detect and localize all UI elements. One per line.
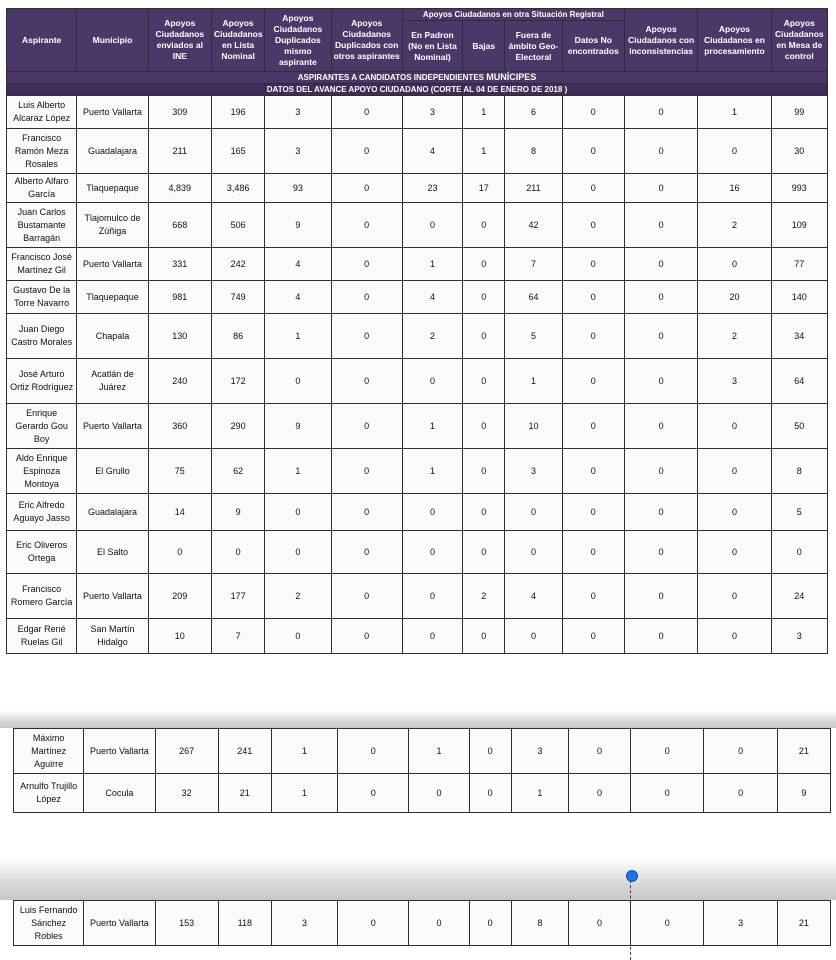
value-cell: 0 — [562, 203, 624, 248]
value-cell: 165 — [211, 129, 264, 174]
value-cell: 4 — [505, 574, 562, 619]
aspirante-cell: Luis Fernando Sánchez Robles — [14, 901, 84, 946]
value-cell: 0 — [624, 531, 697, 574]
value-cell: 749 — [211, 281, 264, 314]
column-header: Apoyos Ciudadanos enviados al INE — [148, 9, 211, 72]
value-cell: 0 — [331, 531, 402, 574]
value-cell: 360 — [148, 404, 211, 449]
value-cell: 240 — [148, 359, 211, 404]
value-cell: 3 — [271, 901, 337, 946]
aspirante-cell: Gustavo De la Torre Navarro — [7, 281, 77, 314]
value-cell: 4 — [265, 281, 331, 314]
value-cell: 4,839 — [148, 174, 211, 203]
value-cell: 34 — [771, 314, 827, 359]
report-subtitle: DATOS DEL AVANCE APOYO CIUDADANO (CORTE AL 04 DE ENERO DE 2018 ) — [7, 84, 828, 96]
value-cell: 177 — [211, 574, 264, 619]
value-cell: 75 — [148, 449, 211, 494]
value-cell: 21 — [777, 901, 830, 946]
value-cell: 0 — [624, 404, 697, 449]
column-header: Fuera de ámbito Geo-Electoral — [505, 21, 562, 72]
table-row — [7, 96, 828, 129]
table-row — [7, 129, 828, 174]
value-cell: 1 — [463, 129, 505, 174]
value-cell: 8 — [771, 449, 827, 494]
value-cell: 0 — [562, 574, 624, 619]
column-header: Bajas — [463, 21, 505, 72]
value-cell: 0 — [409, 901, 469, 946]
value-cell: 0 — [568, 901, 630, 946]
value-cell: 0 — [338, 901, 409, 946]
value-cell: 93 — [265, 174, 331, 203]
value-cell: 0 — [331, 129, 402, 174]
value-cell: 981 — [148, 281, 211, 314]
value-cell: 0 — [624, 314, 697, 359]
value-cell: 1 — [402, 404, 462, 449]
value-cell: 4 — [402, 129, 462, 174]
table-row — [7, 203, 828, 248]
value-cell: 0 — [562, 174, 624, 203]
value-cell: 0 — [624, 129, 697, 174]
value-cell: 0 — [331, 174, 402, 203]
column-header: Apoyos Ciudadanos Duplicados mismo aspirante — [265, 9, 331, 72]
value-cell: 0 — [624, 203, 697, 248]
value-cell: 3,486 — [211, 174, 264, 203]
value-cell: 1 — [265, 314, 331, 359]
value-cell: 0 — [265, 619, 331, 654]
value-cell: 0 — [331, 449, 402, 494]
value-cell: 0 — [402, 619, 462, 654]
municipio-cell: Acatlán de Juárez — [77, 359, 148, 404]
value-cell: 0 — [331, 619, 402, 654]
value-cell: 0 — [463, 359, 505, 404]
value-cell: 42 — [505, 203, 562, 248]
value-cell: 0 — [562, 314, 624, 359]
value-cell: 8 — [511, 901, 568, 946]
value-cell: 241 — [218, 729, 271, 774]
value-cell: 0 — [331, 96, 402, 129]
page-gap — [0, 658, 836, 710]
table-row — [7, 404, 828, 449]
value-cell: 0 — [562, 531, 624, 574]
aspirante-cell: Francisco Ramón Meza Rosales — [7, 129, 77, 174]
scroll-separator — [0, 710, 836, 728]
value-cell: 2 — [463, 574, 505, 619]
value-cell: 0 — [463, 203, 505, 248]
value-cell: 0 — [631, 774, 704, 813]
value-cell: 0 — [624, 359, 697, 404]
value-cell: 290 — [211, 404, 264, 449]
value-cell: 0 — [698, 404, 771, 449]
value-cell: 0 — [704, 774, 777, 813]
column-header: Municipio — [77, 9, 148, 72]
table-row — [14, 901, 831, 946]
table-row — [7, 314, 828, 359]
value-cell: 0 — [463, 619, 505, 654]
value-cell: 0 — [338, 774, 409, 813]
table-row — [7, 619, 828, 654]
value-cell: 0 — [463, 281, 505, 314]
value-cell: 0 — [698, 248, 771, 281]
value-cell: 140 — [771, 281, 827, 314]
value-cell: 0 — [698, 574, 771, 619]
value-cell: 0 — [338, 729, 409, 774]
municipio-cell: Chapala — [77, 314, 148, 359]
value-cell: 0 — [463, 531, 505, 574]
value-cell: 1 — [271, 729, 337, 774]
scroll-separator — [0, 858, 836, 900]
column-header: Apoyos Ciudadanos en Lista Nominal — [211, 9, 264, 72]
value-cell: 0 — [331, 281, 402, 314]
group-header: Apoyos Ciudadanos en otra Situación Registral — [402, 9, 624, 21]
value-cell: 3 — [704, 901, 777, 946]
table-row — [7, 494, 828, 531]
aspirante-cell: Edgar René Ruelas Gil — [7, 619, 77, 654]
value-cell: 0 — [409, 774, 469, 813]
municipio-cell: Puerto Vallarta — [77, 248, 148, 281]
municipio-cell: Tlajomulco de Zúñiga — [77, 203, 148, 248]
table-row — [7, 281, 828, 314]
value-cell: 0 — [562, 96, 624, 129]
column-header: En Padron (No en Lista Nominal) — [402, 21, 462, 72]
aspirante-cell: Arnulfo Trujillo López — [14, 774, 84, 813]
value-cell: 2 — [402, 314, 462, 359]
value-cell: 62 — [211, 449, 264, 494]
value-cell: 0 — [463, 314, 505, 359]
column-header: Aspirante — [7, 9, 77, 72]
value-cell: 17 — [463, 174, 505, 203]
value-cell: 0 — [771, 531, 827, 574]
table-row — [7, 449, 828, 494]
municipio-cell: Puerto Vallarta — [84, 901, 155, 946]
value-cell: 153 — [155, 901, 218, 946]
value-cell: 0 — [331, 404, 402, 449]
value-cell: 0 — [402, 494, 462, 531]
value-cell: 0 — [562, 248, 624, 281]
value-cell: 0 — [624, 281, 697, 314]
value-cell: 1 — [698, 96, 771, 129]
value-cell: 118 — [218, 901, 271, 946]
continuation-table-1 — [13, 728, 831, 813]
value-cell: 10 — [505, 404, 562, 449]
value-cell: 211 — [148, 129, 211, 174]
municipio-cell: El Grullo — [77, 449, 148, 494]
aspirante-cell: Máximo Martínez Aguirre — [14, 729, 84, 774]
value-cell: 3 — [265, 96, 331, 129]
aspirante-cell: Aldo Enrique Espinoza Montoya — [7, 449, 77, 494]
value-cell: 3 — [402, 96, 462, 129]
table-row — [7, 359, 828, 404]
value-cell: 24 — [771, 574, 827, 619]
location-pin-icon[interactable] — [626, 870, 638, 882]
value-cell: 0 — [505, 494, 562, 531]
municipio-cell: Puerto Vallarta — [84, 729, 155, 774]
value-cell: 0 — [562, 619, 624, 654]
value-cell: 0 — [265, 531, 331, 574]
municipio-cell: San Martín Hidalgo — [77, 619, 148, 654]
value-cell: 3 — [265, 129, 331, 174]
aspirante-cell: José Arturo Ortiz Rodríguez — [7, 359, 77, 404]
value-cell: 3 — [698, 359, 771, 404]
value-cell: 506 — [211, 203, 264, 248]
value-cell: 7 — [505, 248, 562, 281]
value-cell: 0 — [631, 901, 704, 946]
value-cell: 6 — [505, 96, 562, 129]
aspirante-cell: Eric Oliveros Ortega — [7, 531, 77, 574]
value-cell: 1 — [463, 96, 505, 129]
value-cell: 1 — [511, 774, 568, 813]
value-cell: 0 — [331, 248, 402, 281]
value-cell: 267 — [155, 729, 218, 774]
aspirante-cell: Enrique Gerardo Gou Boy — [7, 404, 77, 449]
value-cell: 32 — [155, 774, 218, 813]
aspirante-cell: Luis Alberto Alcaraz López — [7, 96, 77, 129]
value-cell: 1 — [271, 774, 337, 813]
value-cell: 50 — [771, 404, 827, 449]
value-cell: 0 — [624, 96, 697, 129]
municipio-cell: Cocula — [84, 774, 155, 813]
value-cell: 9 — [265, 404, 331, 449]
value-cell: 0 — [463, 449, 505, 494]
continuation-table-2 — [13, 900, 831, 946]
value-cell: 2 — [698, 203, 771, 248]
column-header: Apoyos Ciudadanos con inconsistencias — [624, 9, 697, 72]
value-cell: 0 — [402, 203, 462, 248]
value-cell: 0 — [624, 449, 697, 494]
report-title: ASPIRANTES A CANDIDATOS INDEPENDIENTES MUNÍCIPES — [7, 72, 828, 84]
value-cell: 0 — [562, 129, 624, 174]
value-cell: 5 — [505, 314, 562, 359]
value-cell: 0 — [624, 619, 697, 654]
value-cell: 0 — [568, 729, 630, 774]
aspirante-cell: Eric Alfredo Aguayo Jasso — [7, 494, 77, 531]
value-cell: 0 — [631, 729, 704, 774]
value-cell: 9 — [777, 774, 830, 813]
value-cell: 0 — [331, 574, 402, 619]
value-cell: 331 — [148, 248, 211, 281]
value-cell: 993 — [771, 174, 827, 203]
value-cell: 21 — [218, 774, 271, 813]
value-cell: 0 — [698, 531, 771, 574]
value-cell: 0 — [505, 531, 562, 574]
value-cell: 0 — [562, 449, 624, 494]
table-row — [7, 531, 828, 574]
municipio-cell: Tlaquepaque — [77, 174, 148, 203]
value-cell: 0 — [331, 494, 402, 531]
value-cell: 0 — [624, 574, 697, 619]
value-cell: 7 — [211, 619, 264, 654]
value-cell: 0 — [331, 359, 402, 404]
value-cell: 16 — [698, 174, 771, 203]
municipio-cell: Puerto Vallarta — [77, 574, 148, 619]
value-cell: 14 — [148, 494, 211, 531]
value-cell: 0 — [211, 531, 264, 574]
value-cell: 8 — [505, 129, 562, 174]
value-cell: 668 — [148, 203, 211, 248]
table-row — [14, 729, 831, 774]
value-cell: 0 — [402, 359, 462, 404]
value-cell: 77 — [771, 248, 827, 281]
aspirante-cell: Juan Diego Castro Morales — [7, 314, 77, 359]
municipio-cell: Guadalajara — [77, 129, 148, 174]
value-cell: 64 — [771, 359, 827, 404]
column-header: Datos No encontrados — [562, 21, 624, 72]
value-cell: 0 — [698, 619, 771, 654]
value-cell: 1 — [505, 359, 562, 404]
value-cell: 5 — [771, 494, 827, 531]
municipio-cell: El Salto — [77, 531, 148, 574]
value-cell: 172 — [211, 359, 264, 404]
value-cell: 64 — [505, 281, 562, 314]
value-cell: 309 — [148, 96, 211, 129]
value-cell: 209 — [148, 574, 211, 619]
value-cell: 1 — [265, 449, 331, 494]
value-cell: 0 — [505, 619, 562, 654]
value-cell: 4 — [402, 281, 462, 314]
value-cell: 0 — [331, 203, 402, 248]
table-row — [7, 248, 828, 281]
value-cell: 86 — [211, 314, 264, 359]
value-cell: 3 — [771, 619, 827, 654]
municipio-cell: Puerto Vallarta — [77, 404, 148, 449]
value-cell: 0 — [624, 494, 697, 531]
value-cell: 130 — [148, 314, 211, 359]
table-row — [14, 774, 831, 813]
value-cell: 0 — [331, 314, 402, 359]
column-header: Apoyos Ciudadanos en Mesa de control — [771, 9, 827, 72]
value-cell: 20 — [698, 281, 771, 314]
value-cell: 2 — [698, 314, 771, 359]
column-header: Apoyos Ciudadanos en procesamiento — [698, 9, 771, 72]
value-cell: 0 — [265, 494, 331, 531]
value-cell: 0 — [469, 901, 511, 946]
value-cell: 0 — [402, 531, 462, 574]
value-cell: 1 — [402, 248, 462, 281]
value-cell: 0 — [402, 574, 462, 619]
value-cell: 4 — [265, 248, 331, 281]
value-cell: 0 — [469, 729, 511, 774]
table-row — [7, 574, 828, 619]
value-cell: 211 — [505, 174, 562, 203]
value-cell: 2 — [265, 574, 331, 619]
value-cell: 0 — [562, 359, 624, 404]
value-cell: 1 — [409, 729, 469, 774]
value-cell: 0 — [624, 174, 697, 203]
aspirante-cell: Francisco Romero García — [7, 574, 77, 619]
value-cell: 3 — [505, 449, 562, 494]
value-cell: 0 — [265, 359, 331, 404]
value-cell: 9 — [265, 203, 331, 248]
value-cell: 23 — [402, 174, 462, 203]
table-row — [7, 174, 828, 203]
value-cell: 242 — [211, 248, 264, 281]
value-cell: 0 — [624, 248, 697, 281]
value-cell: 196 — [211, 96, 264, 129]
value-cell: 0 — [562, 494, 624, 531]
aspirante-cell: Francisco José Martínez Gil — [7, 248, 77, 281]
aspirante-cell: Juan Carlos Bustamante Barragán — [7, 203, 77, 248]
value-cell: 0 — [562, 281, 624, 314]
value-cell: 0 — [463, 494, 505, 531]
value-cell: 0 — [704, 729, 777, 774]
column-header: Apoyos Ciudadanos Duplicados con otros aspirantes — [331, 9, 402, 72]
value-cell: 0 — [698, 494, 771, 531]
municipio-cell: Puerto Vallarta — [77, 96, 148, 129]
value-cell: 0 — [148, 531, 211, 574]
page-gap — [0, 814, 836, 858]
main-table — [6, 8, 828, 654]
value-cell: 0 — [698, 449, 771, 494]
value-cell: 21 — [777, 729, 830, 774]
municipio-cell: Guadalajara — [77, 494, 148, 531]
value-cell: 0 — [562, 404, 624, 449]
value-cell: 0 — [469, 774, 511, 813]
value-cell: 0 — [568, 774, 630, 813]
value-cell: 3 — [511, 729, 568, 774]
aspirante-cell: Alberto Alfaro García — [7, 174, 77, 203]
municipio-cell: Tlaquepaque — [77, 281, 148, 314]
value-cell: 1 — [402, 449, 462, 494]
value-cell: 0 — [463, 248, 505, 281]
value-cell: 99 — [771, 96, 827, 129]
value-cell: 0 — [698, 129, 771, 174]
value-cell: 30 — [771, 129, 827, 174]
value-cell: 109 — [771, 203, 827, 248]
value-cell: 0 — [463, 404, 505, 449]
value-cell: 9 — [211, 494, 264, 531]
value-cell: 10 — [148, 619, 211, 654]
